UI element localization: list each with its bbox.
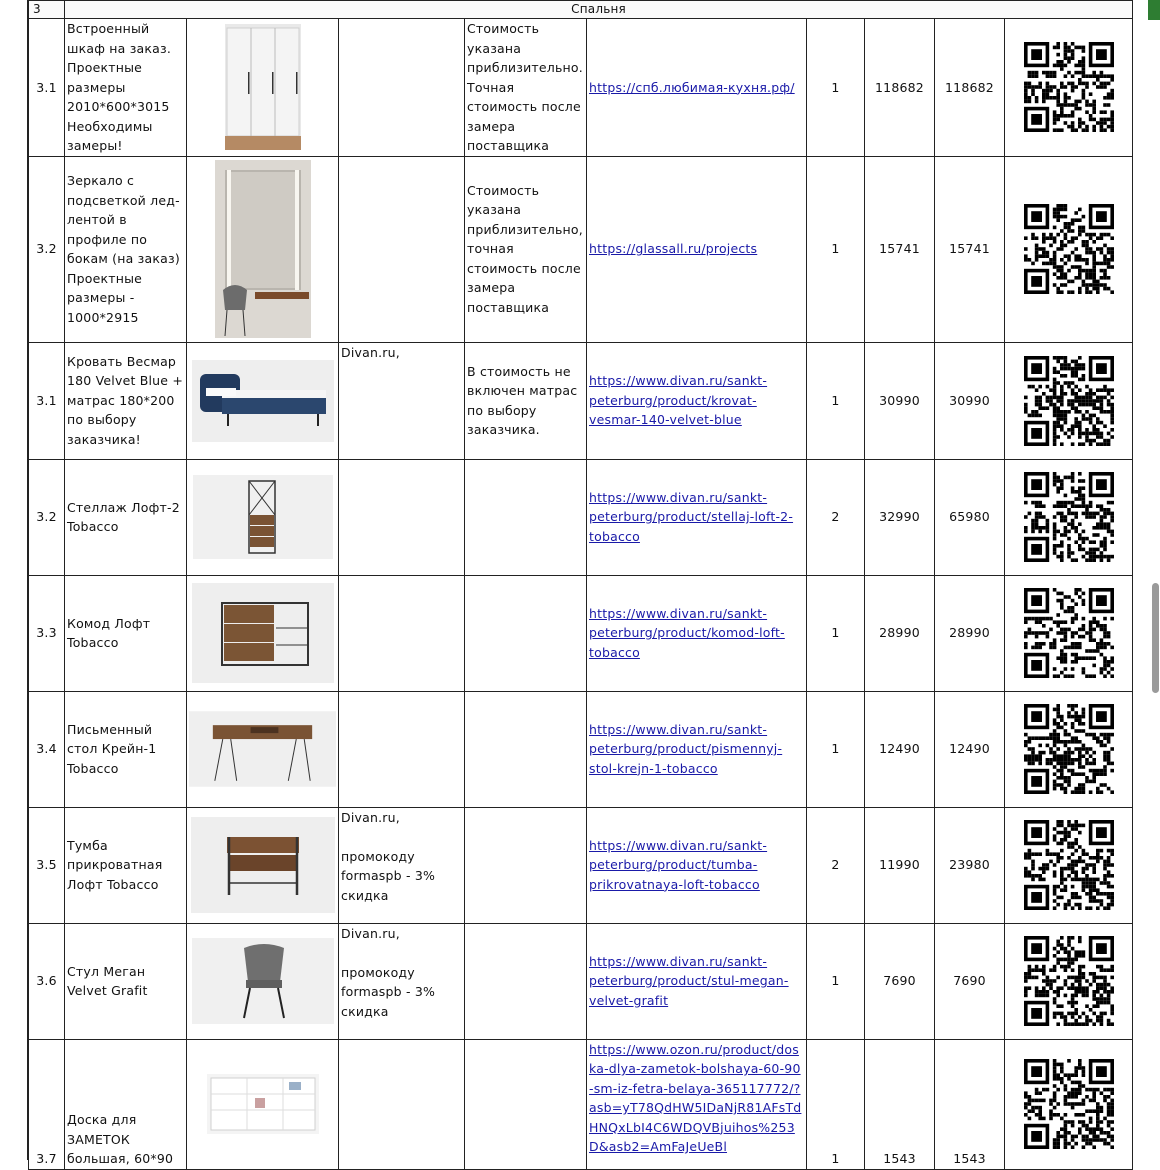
total-cell[interactable]: 65980 <box>935 459 1005 575</box>
qr-code-icon <box>1007 936 1130 1026</box>
supplier-cell[interactable] <box>339 691 465 807</box>
section-title[interactable]: Спальня <box>65 1 1133 19</box>
item-image-cell[interactable] <box>187 342 339 459</box>
chair-image <box>189 938 336 1024</box>
qr-cell[interactable] <box>1005 156 1133 342</box>
item-image-cell[interactable] <box>187 575 339 691</box>
note-cell[interactable] <box>465 1039 587 1169</box>
note-cell[interactable] <box>465 923 587 1039</box>
qr-cell[interactable] <box>1005 459 1133 575</box>
quantity-cell[interactable]: 1 <box>807 342 865 459</box>
link-cell[interactable] <box>587 156 807 342</box>
price-cell[interactable]: 11990 <box>865 807 935 923</box>
link-cell[interactable] <box>587 459 807 575</box>
note-cell[interactable] <box>465 459 587 575</box>
row-number[interactable]: 3.2 <box>29 156 65 342</box>
product-link[interactable]: https://glassall.ru/projects <box>589 241 758 257</box>
quantity-cell[interactable]: 1 <box>807 156 865 342</box>
quantity-cell[interactable]: 1 <box>807 923 865 1039</box>
price-cell[interactable]: 12490 <box>865 691 935 807</box>
item-image-cell[interactable] <box>187 19 339 157</box>
quantity-cell[interactable]: 1 <box>807 1039 865 1169</box>
note-cell[interactable]: Стоимость указана приблизительно. Точная стоимость после замера поставщика <box>465 19 587 157</box>
row-number[interactable]: 3.1 <box>29 342 65 459</box>
bed-image <box>189 360 336 442</box>
row-number[interactable]: 3.7 <box>29 1039 65 1169</box>
product-link[interactable]: https://www.divan.ru/sankt-peterburg/product/stellaj-loft-2-tobacco <box>589 489 794 544</box>
qr-code-icon <box>1007 588 1130 678</box>
row-number[interactable]: 3.6 <box>29 923 65 1039</box>
supplier-cell[interactable] <box>339 1039 465 1169</box>
link-cell[interactable] <box>587 342 807 459</box>
item-image-cell[interactable] <box>187 1039 339 1169</box>
link-cell[interactable] <box>587 807 807 923</box>
row-number[interactable]: 3.4 <box>29 691 65 807</box>
table-row <box>29 459 1133 575</box>
item-name[interactable]: Стеллаж Лофт-2 Tobacco <box>65 459 187 575</box>
quantity-cell[interactable]: 2 <box>807 807 865 923</box>
table-row <box>29 156 1133 342</box>
link-cell[interactable] <box>587 923 807 1039</box>
qr-code-icon <box>1007 1059 1130 1149</box>
total-cell[interactable]: 1543 <box>935 1039 1005 1169</box>
price-cell[interactable]: 1543 <box>865 1039 935 1169</box>
item-name[interactable]: Тумба прикроватная Лофт Tobacco <box>65 807 187 923</box>
table-row <box>29 575 1133 691</box>
product-link[interactable]: https://www.ozon.ru/product/doska-dlya-zametok-bolshaya-60-90-sm-iz-fetra-belaya-365117772/?asb=yT78QdHW5IDaNjR81AFsTdHNQxLbI4C6WDQVBjuihos%253D&asb2=AmFaJeUeBl <box>589 1041 802 1154</box>
price-cell[interactable]: 15741 <box>865 156 935 342</box>
qr-cell[interactable] <box>1005 923 1133 1039</box>
qr-code-icon <box>1007 356 1130 446</box>
item-name[interactable]: Доска для ЗАМЕТОК большая, 60*90 <box>65 1039 187 1169</box>
items-table <box>28 0 1133 1170</box>
total-cell[interactable]: 30990 <box>935 342 1005 459</box>
total-cell[interactable]: 12490 <box>935 691 1005 807</box>
quantity-cell[interactable]: 2 <box>807 459 865 575</box>
total-cell[interactable]: 7690 <box>935 923 1005 1039</box>
price-cell[interactable]: 28990 <box>865 575 935 691</box>
link-cell[interactable] <box>587 1039 807 1169</box>
note-cell[interactable]: В стоимость не включен матрас по выбору заказчика. <box>465 342 587 459</box>
qr-cell[interactable] <box>1005 691 1133 807</box>
qr-cell[interactable] <box>1005 807 1133 923</box>
item-image-cell[interactable] <box>187 156 339 342</box>
table-row <box>29 1039 1133 1169</box>
supplier-cell[interactable]: Divan.ru, промокоду formaspb - 3% скидка <box>339 923 465 1039</box>
total-cell[interactable]: 15741 <box>935 156 1005 342</box>
table-row <box>29 807 1133 923</box>
link-cell[interactable] <box>587 19 807 157</box>
row-number[interactable]: 3.1 <box>29 19 65 157</box>
quantity-cell[interactable]: 1 <box>807 575 865 691</box>
qr-cell[interactable] <box>1005 575 1133 691</box>
desk-image <box>189 711 336 787</box>
total-cell[interactable]: 28990 <box>935 575 1005 691</box>
product-link[interactable]: https://www.divan.ru/sankt-peterburg/product/pismennyj-stol-krejn-1-tobacco <box>589 721 783 776</box>
qr-cell[interactable] <box>1005 1039 1133 1169</box>
item-name[interactable]: Встроенный шкаф на заказ. Проектные размеры 2010*600*3015 Необходимы замеры! <box>65 19 187 157</box>
table-row <box>29 923 1133 1039</box>
qr-code-icon <box>1007 472 1130 562</box>
product-link[interactable]: https://www.divan.ru/sankt-peterburg/product/tumba-prikrovatnaya-loft-tobacco <box>589 837 768 892</box>
product-link[interactable]: https://www.divan.ru/sankt-peterburg/product/komod-loft-tobacco <box>589 605 785 660</box>
supplier-cell[interactable] <box>339 19 465 157</box>
nightstand-image <box>189 817 336 913</box>
qr-code-icon <box>1007 204 1130 294</box>
item-image-cell[interactable] <box>187 459 339 575</box>
supplier-cell[interactable] <box>339 575 465 691</box>
shelf-image <box>189 475 336 559</box>
sheet-edge-marker <box>1148 0 1160 20</box>
row-number[interactable]: 3.2 <box>29 459 65 575</box>
section-index[interactable]: 3 <box>29 1 65 19</box>
table-row <box>29 691 1133 807</box>
note-cell[interactable] <box>465 807 587 923</box>
item-image-cell[interactable] <box>187 691 339 807</box>
item-rows <box>29 19 1133 1170</box>
dresser-image <box>189 583 336 683</box>
table-row <box>29 342 1133 459</box>
supplier-cell[interactable] <box>339 459 465 575</box>
item-image-cell[interactable] <box>187 923 339 1039</box>
supplier-cell[interactable]: Divan.ru, <box>339 342 465 459</box>
item-image-cell[interactable] <box>187 807 339 923</box>
item-name[interactable]: Кровать Весмар 180 Velvet Blue + матрас 180*200 по выбору заказчика! <box>65 342 187 459</box>
table-row <box>29 19 1133 157</box>
spreadsheet <box>28 0 1132 1170</box>
price-cell[interactable]: 32990 <box>865 459 935 575</box>
qr-cell[interactable] <box>1005 342 1133 459</box>
qr-code-icon <box>1007 42 1130 132</box>
qr-code-icon <box>1007 820 1130 910</box>
board-image <box>189 1074 336 1134</box>
supplier-cell[interactable]: Divan.ru, промокоду formaspb - 3% скидка <box>339 807 465 923</box>
price-cell[interactable]: 7690 <box>865 923 935 1039</box>
price-cell[interactable]: 30990 <box>865 342 935 459</box>
mirror-image <box>189 160 336 338</box>
total-cell[interactable]: 23980 <box>935 807 1005 923</box>
note-cell[interactable]: Стоимость указана приблизительно, точная стоимость после замера поставщика <box>465 156 587 342</box>
link-cell[interactable] <box>587 575 807 691</box>
qr-cell[interactable] <box>1005 19 1133 157</box>
item-name[interactable]: Письменный стол Крейн-1 Tobacco <box>65 691 187 807</box>
price-cell[interactable]: 118682 <box>865 19 935 157</box>
wardrobe-image <box>189 22 336 152</box>
note-cell[interactable] <box>465 575 587 691</box>
row-number[interactable]: 3.3 <box>29 575 65 691</box>
vertical-scrollbar-thumb[interactable] <box>1152 583 1159 693</box>
item-name[interactable]: Комод Лофт Tobacco <box>65 575 187 691</box>
quantity-cell[interactable]: 1 <box>807 19 865 157</box>
link-cell[interactable] <box>587 691 807 807</box>
item-name[interactable]: Зеркало с подсветкой лед-лентой в профиле по бокам (на заказ) Проектные размеры - 1000*2915 <box>65 156 187 342</box>
supplier-cell[interactable] <box>339 156 465 342</box>
total-cell[interactable]: 118682 <box>935 19 1005 157</box>
product-link[interactable]: https://www.divan.ru/sankt-peterburg/product/stul-megan-velvet-grafit <box>589 953 789 1008</box>
note-cell[interactable] <box>465 691 587 807</box>
row-number[interactable]: 3.5 <box>29 807 65 923</box>
section-header-row <box>29 1 1133 19</box>
quantity-cell[interactable]: 1 <box>807 691 865 807</box>
qr-code-icon <box>1007 704 1130 794</box>
product-link[interactable]: https://спб.любимая-кухня.рф/ <box>589 79 795 95</box>
product-link[interactable]: https://www.divan.ru/sankt-peterburg/product/krovat-vesmar-140-velvet-blue <box>589 373 768 428</box>
item-name[interactable]: Стул Меган Velvet Grafit <box>65 923 187 1039</box>
